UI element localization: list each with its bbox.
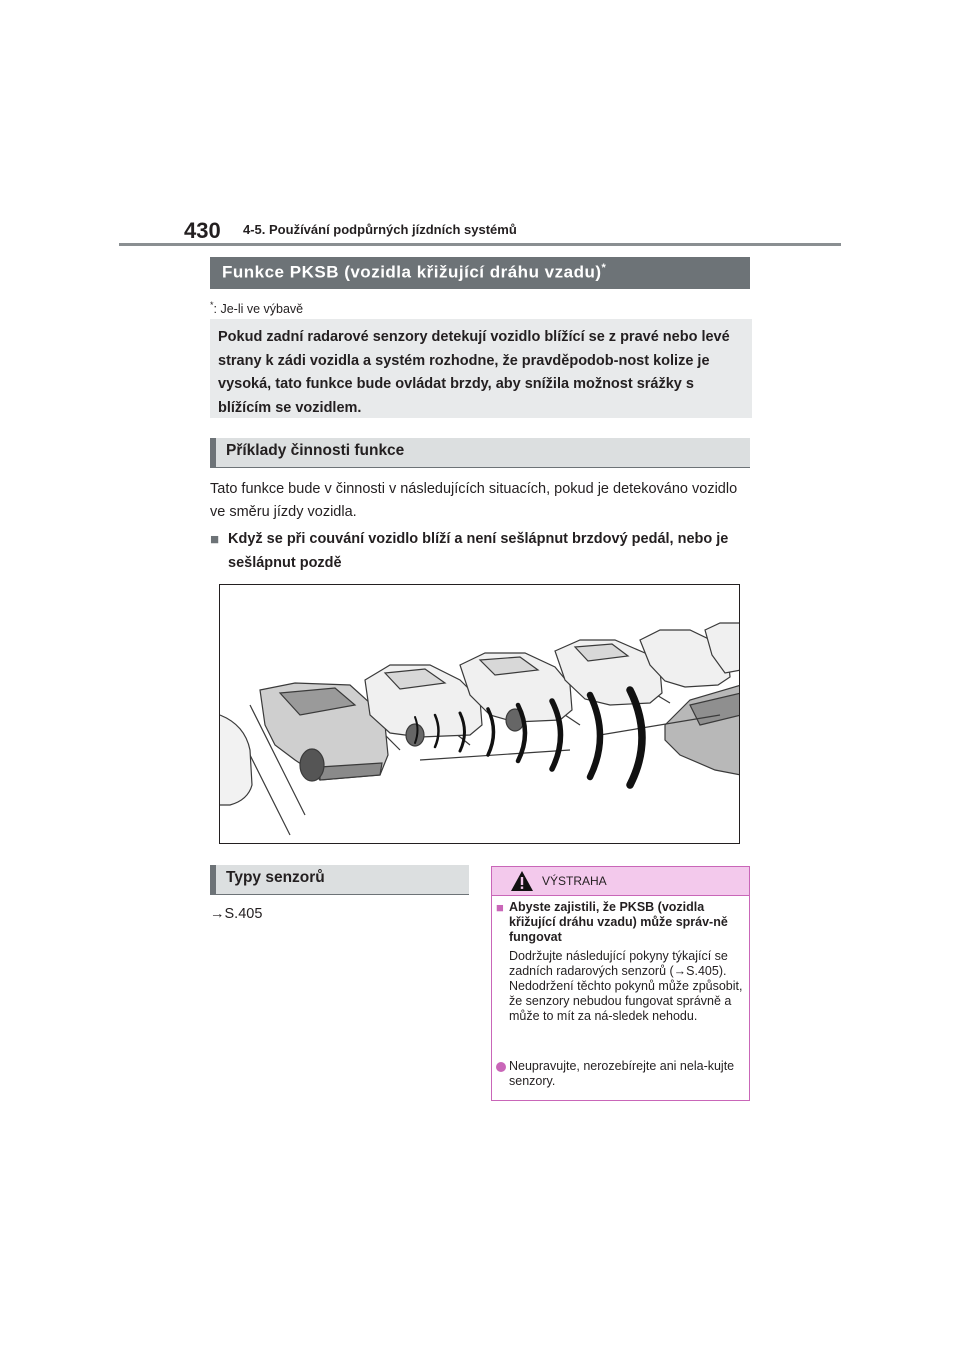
warning-box [491, 866, 750, 1101]
sensors-heading-bar [210, 865, 469, 895]
parking-illustration [220, 585, 740, 844]
warning-body: Dodržujte následující pokyny týkající se zadních radarových senzorů (→S.405). Nedodržení těchto pokynů může způsobit, že senzory nebudou fungovat správně a může to mít za ná-sledek nehodu. [509, 949, 743, 1023]
title-bar [210, 257, 750, 289]
sensors-heading: Typy senzorů [226, 869, 325, 886]
header-rule [119, 243, 841, 246]
square-bullet-icon: ■ [496, 900, 504, 915]
circle-bullet-icon [496, 1062, 506, 1072]
warning-item: Neupravujte, nerozebírejte ani nela-kujte senzory. [509, 1059, 735, 1088]
square-bullet-icon: ■ [210, 531, 220, 548]
footnote-marker: * [210, 300, 214, 310]
illustration-rear-cross-traffic [219, 584, 740, 844]
intro-box [210, 319, 752, 418]
page-title-text: Funkce PKSB (vozidla křižující dráhu vzadu) [222, 262, 602, 282]
page-title [222, 262, 606, 283]
examples-bullet: Když se při couvání vozidlo blíží a není sešlápnut brzdový pedál, nebo je sešlápnut pozdě [228, 531, 729, 571]
footnote [210, 300, 303, 316]
title-asterisk: * [601, 262, 607, 274]
footnote-text: : Je-li ve výbavě [213, 302, 304, 317]
warning-header [492, 867, 749, 896]
warning-triangle-icon [510, 870, 534, 892]
page-number: 430 [184, 218, 221, 243]
warning-label: VÝSTRAHA [542, 874, 607, 888]
intro-text: Pokud zadní radarové senzory detekují vozidlo blížící se z pravé nebo levé strany k zádi vozidla a systém rozhodne, že pravděpodob-nost kolize je vysoká, tato funkce bude ovládat brzdy, aby snížila možnost srážky s blížícím se vozidlem. [218, 329, 730, 416]
section-title: 4-5. Používání podpůrných jízdních systémů [243, 222, 517, 237]
examples-heading: Příklady činnosti funkce [226, 442, 405, 459]
examples-body: Tato funkce bude v činnosti v následujících situacích, pokud je detekováno vozidlo ve směru jízdy vozidla. [210, 481, 738, 520]
examples-heading-bar [210, 438, 750, 468]
sensors-reference: →S.405 [210, 906, 263, 922]
warning-title: Abyste zajistili, že PKSB (vozidla křižující dráhu vzadu) může správ-ně fungovat [509, 900, 728, 944]
